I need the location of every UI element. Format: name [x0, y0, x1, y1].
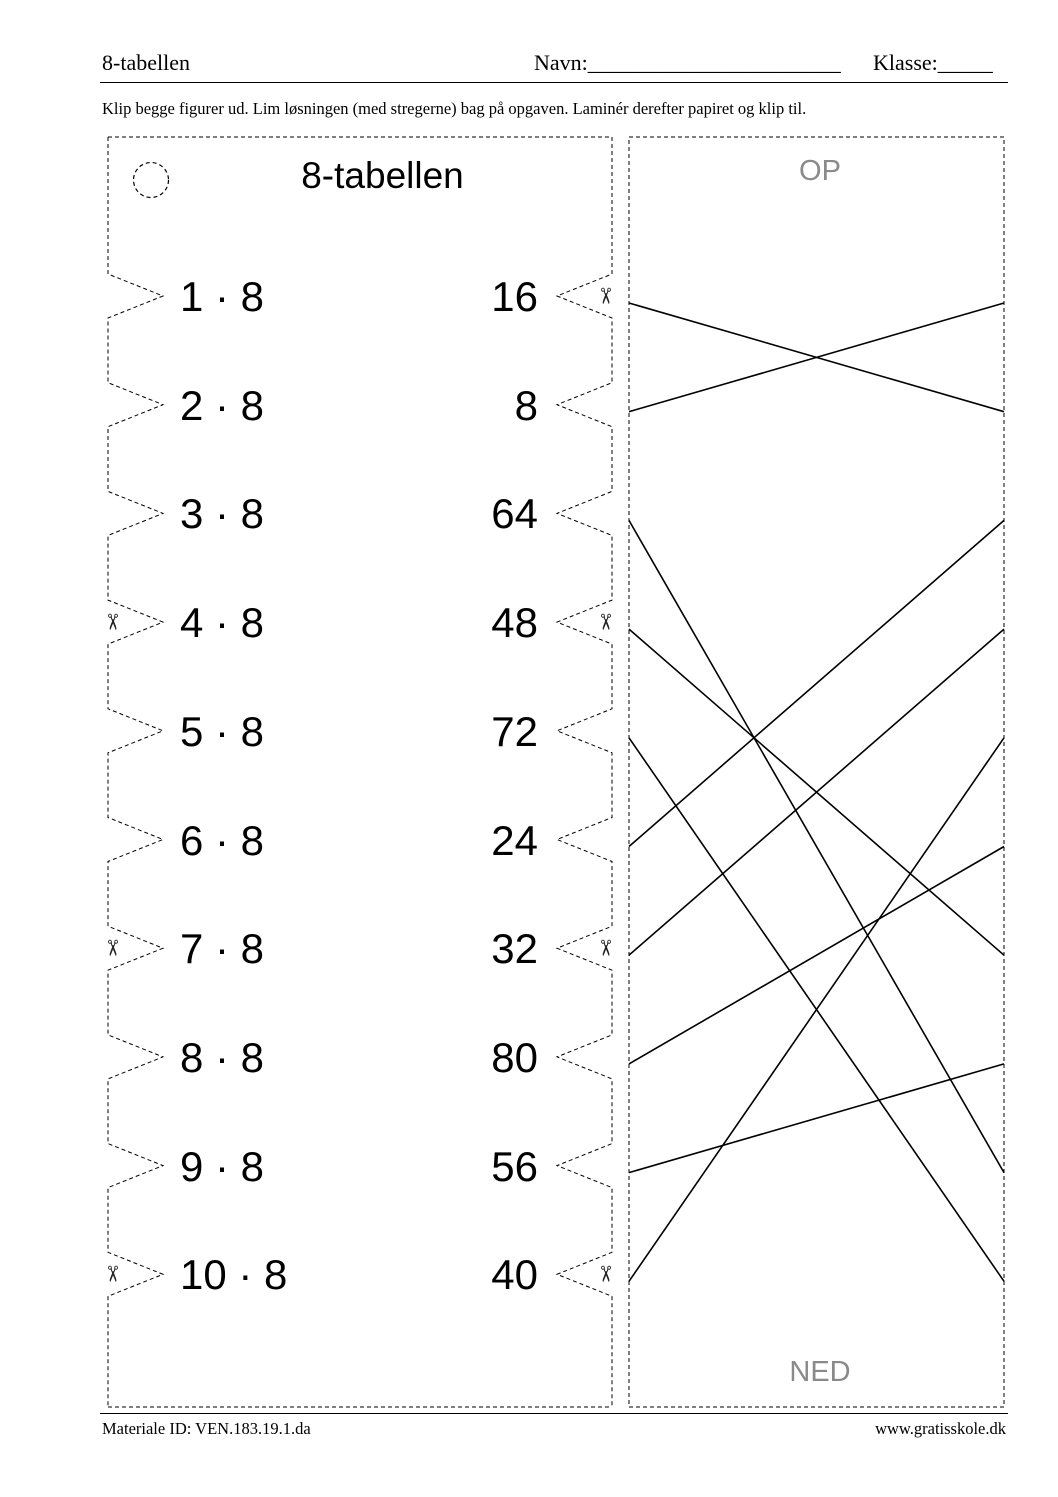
question-2: 2 · 8: [180, 381, 265, 429]
question-3: 3 · 8: [180, 490, 265, 538]
answer-4: 48: [491, 599, 538, 647]
answer-9: 56: [491, 1142, 538, 1190]
solution-top-label: OP: [799, 155, 841, 187]
solution-line-3: [629, 520, 1004, 1172]
question-5: 5 · 8: [180, 707, 265, 755]
answer-7: 32: [491, 925, 538, 973]
class-field-label: Klasse:_____: [873, 50, 993, 75]
scissors-icon: ✂: [593, 1265, 619, 1284]
answer-2: 8: [514, 381, 538, 429]
question-6: 6 · 8: [180, 816, 265, 864]
solution-line-9: [629, 1064, 1004, 1173]
footer-url: www.gratisskole.dk: [875, 1419, 1006, 1438]
question-card-outline: [108, 137, 612, 1407]
scissors-icon: ✂: [100, 612, 126, 632]
card-right-edge: [557, 137, 612, 1407]
answer-1: 16: [491, 273, 538, 320]
solution-line-8: [629, 847, 1004, 1064]
scissors-icon: ✂: [100, 1265, 126, 1284]
scissors-icon: ✂: [100, 938, 126, 958]
answer-8: 80: [491, 1033, 538, 1081]
footer-material-id: Materiale ID: VEN.183.19.1.da: [102, 1419, 311, 1438]
answer-3: 64: [491, 490, 538, 538]
footer-rule: [100, 1413, 1008, 1414]
question-1: 1 · 8: [180, 273, 265, 320]
answer-6: 24: [491, 816, 538, 864]
scissors-icon: ✂: [593, 938, 619, 958]
solution-card-outline: [629, 137, 1004, 1407]
solution-bottom-label: NED: [789, 1356, 851, 1388]
instruction-text: Klip begge figurer ud. Lim løsningen (med stregerne) bag på opgaven. Laminér derefter papiret og klip til.: [102, 99, 807, 118]
hole-punch-circle-icon: [134, 163, 169, 198]
question-8: 8 · 8: [180, 1033, 265, 1081]
solution-line-6: [629, 520, 1004, 846]
solution-card-border: [629, 137, 1004, 1407]
scissors-icon: ✂: [593, 286, 619, 306]
question-10: 10 · 8: [180, 1251, 288, 1299]
card-left-edge: [108, 137, 163, 1407]
answer-5: 72: [491, 707, 538, 755]
answer-10: 40: [491, 1251, 538, 1299]
question-7: 7 · 8: [180, 925, 265, 973]
question-9: 9 · 8: [180, 1142, 265, 1190]
question-4: 4 · 8: [180, 599, 265, 647]
solution-lines: [629, 303, 1004, 1281]
name-field-label: Navn:_______________________: [534, 50, 841, 75]
header-title: 8-tabellen: [102, 50, 190, 75]
scissors-icon: ✂: [593, 612, 619, 632]
card-title: 8-tabellen: [301, 155, 464, 196]
